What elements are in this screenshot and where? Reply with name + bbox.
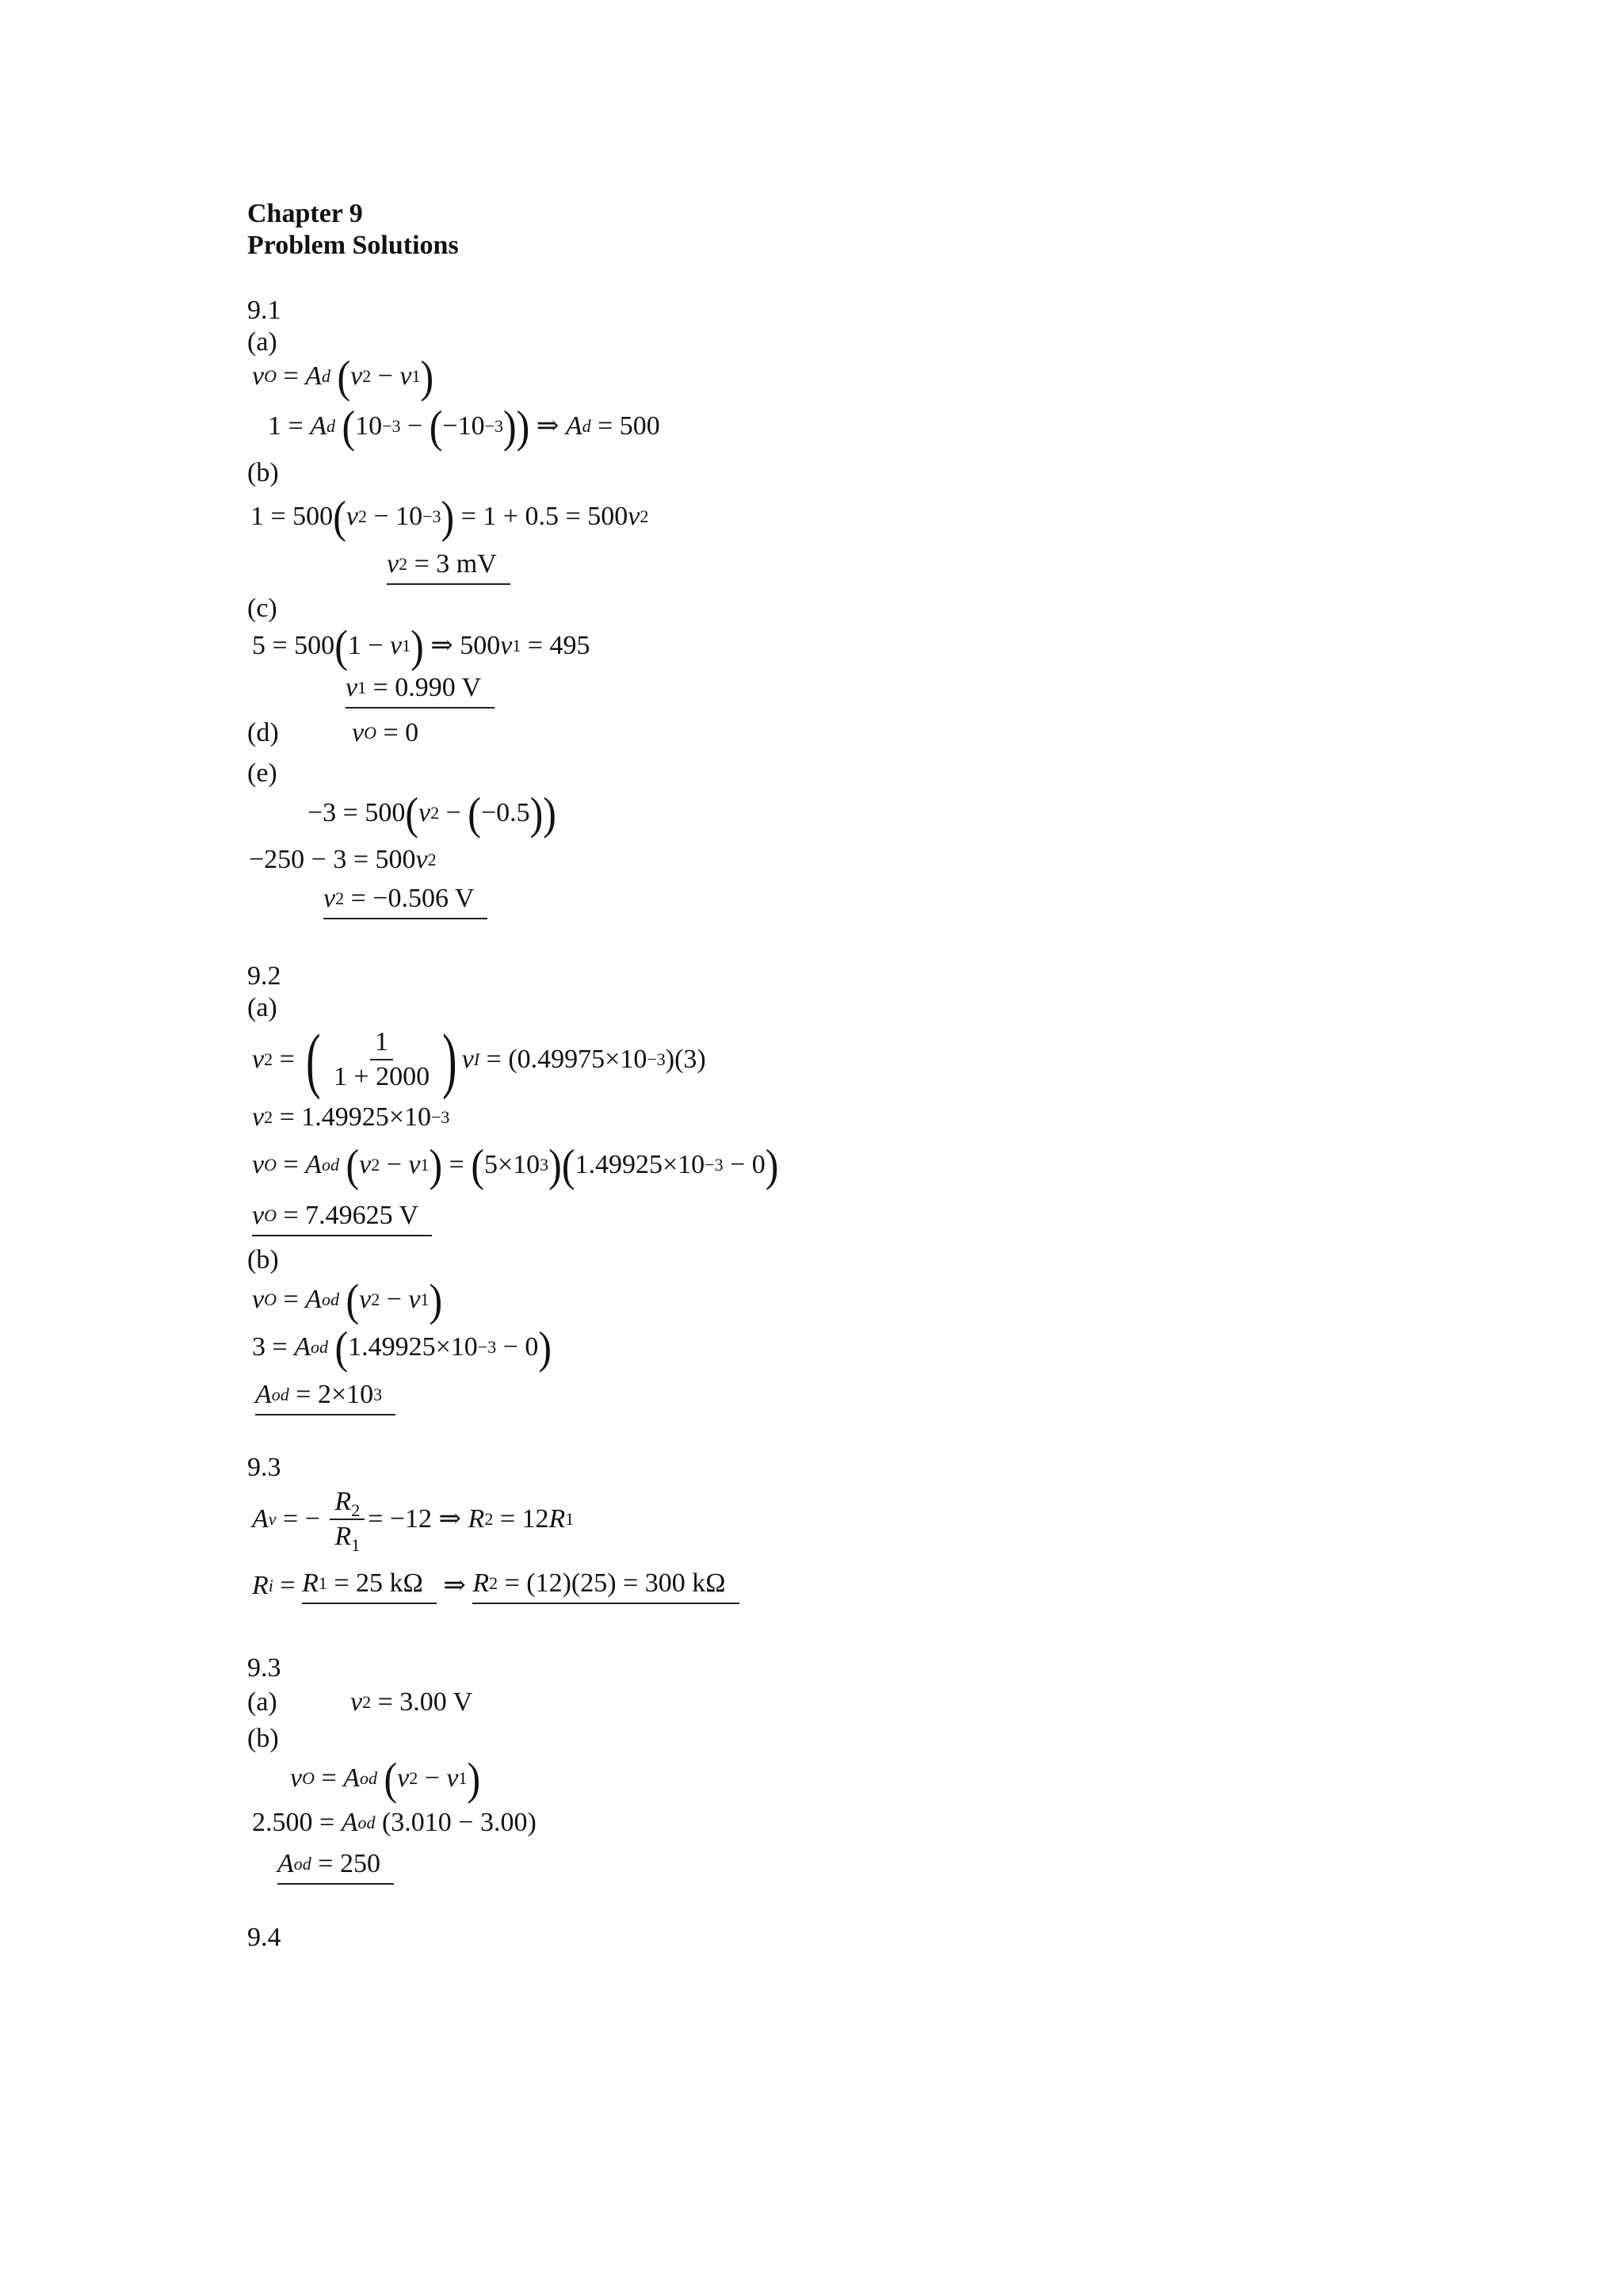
problem-number: 9.4	[247, 1923, 281, 1952]
part-label: (d)	[247, 718, 279, 747]
equation: v O = A od ( v 2 − v 1 )	[290, 1752, 481, 1805]
part-label: (b)	[247, 458, 279, 487]
equation: v O = A od ( v 2 − v 1 )	[252, 1274, 443, 1326]
equation: 3 = A od ( 1.49925×10 −3 − 0 )	[252, 1321, 552, 1373]
equation: v O = 0	[352, 718, 419, 747]
result-text: = 3 mV	[414, 549, 497, 579]
fraction: $\frac{R_2}{R_1}$	[330, 1487, 365, 1552]
equation: R i = R 1 = 25 kΩ ⇒ R 2 = (12)(25) = 300 kΩ	[252, 1568, 739, 1604]
equation-text: = 0	[383, 718, 419, 747]
equation-text: = 1 + 0.5 = 500	[460, 502, 628, 531]
equation-text: = −12 ⇒	[368, 1504, 462, 1534]
equation: v O = A od ( v 2 − v 1 ) = ( 5×10 3 )( 1.49925×10 −3 − 0 )	[252, 1139, 779, 1191]
chapter-subtitle: Problem Solutions	[247, 231, 459, 260]
equation: v 2 = ( $\frac{1}{1 + 2000}$ ) v I = (0.49975×10 −3 )(3)	[252, 1019, 706, 1100]
fraction-denominator: R	[334, 1522, 352, 1551]
equation: v 2 = 3.00 V	[350, 1687, 473, 1717]
result: v 2 = −0.506 V	[323, 883, 487, 919]
equation-text: 500	[460, 631, 501, 660]
equation: −250 − 3 = 500 v 2	[249, 845, 437, 874]
equation-text: −3 = 500	[307, 798, 406, 827]
fraction-numerator: R	[334, 1487, 352, 1516]
part-label: (b)	[247, 1245, 279, 1274]
chapter-title: Chapter 9	[247, 199, 363, 228]
result: A od = 2×10 3	[255, 1379, 395, 1415]
result: v 2 = 3 mV	[387, 548, 510, 585]
equation-text: = 1.49925×10	[279, 1102, 431, 1132]
equation-text: = 495	[527, 631, 590, 660]
fraction-numerator: 1	[370, 1027, 393, 1060]
result-text: = 7.49625 V	[283, 1201, 419, 1230]
equation-text: = 500	[598, 411, 660, 441]
equation: −3 = 500 ( v 2 − ( −0.5 ))	[307, 787, 556, 839]
equation: A v = − $\frac{R_2}{R_1}$ = −12 ⇒ R 2 = 12 R 1	[252, 1487, 575, 1555]
result-text: = 0.990 V	[372, 673, 482, 702]
equation: 1 = 500 ( v 2 − 10 −3 ) = 1 + 0.5 = 500 v 2	[250, 491, 649, 543]
part-label: (a)	[247, 1687, 277, 1717]
part-label: (b)	[247, 1724, 279, 1753]
part-label: (a)	[247, 993, 277, 1022]
problem-number: 9.3	[247, 1453, 281, 1482]
problem-number: 9.1	[247, 296, 281, 325]
equation: v 2 = 1.49925×10 −3	[252, 1102, 450, 1132]
equation-text: (3.010 − 3.00)	[381, 1808, 537, 1837]
equation-text: = 12	[499, 1504, 549, 1534]
equation-text: 3 =	[252, 1332, 288, 1362]
part-label: (a)	[247, 327, 277, 357]
result: v 1 = 0.990 V	[346, 672, 495, 709]
result-text: = 2×10	[296, 1380, 374, 1409]
equation: v O = A d ( v 2 − v 1 )	[252, 350, 434, 403]
fraction-denominator: 1 + 2000	[333, 1062, 430, 1091]
equation: 5 = 500 ( 1 − v 1 ) ⇒ 500 v 1 = 495	[252, 620, 590, 672]
equation-text: = 25 kΩ	[334, 1568, 423, 1598]
result: A od = 250	[277, 1848, 394, 1885]
equation: 2.500 = A od (3.010 − 3.00)	[252, 1808, 537, 1837]
result-text: = 250	[318, 1849, 380, 1878]
result: v O = 7.49625 V	[252, 1200, 432, 1236]
problem-number: 9.3	[247, 1653, 281, 1683]
part-label: (e)	[247, 758, 277, 788]
fraction	[329, 1027, 434, 1092]
equation: 1 = A d ( 10 −3 − ( −10 −3 )) ⇒ A d = 500	[268, 400, 660, 453]
part-label: (c)	[247, 594, 277, 623]
problem-number: 9.2	[247, 961, 281, 991]
result-text: = −0.506 V	[350, 884, 475, 913]
equation-text: −250 − 3 = 500	[249, 845, 416, 874]
result-text: = (12)(25) = 300 kΩ	[504, 1568, 726, 1598]
equation-text: 2.500 =	[252, 1808, 335, 1837]
equation-text: = 3.00 V	[377, 1687, 473, 1717]
equation-text: = (0.49975×10	[486, 1045, 647, 1074]
